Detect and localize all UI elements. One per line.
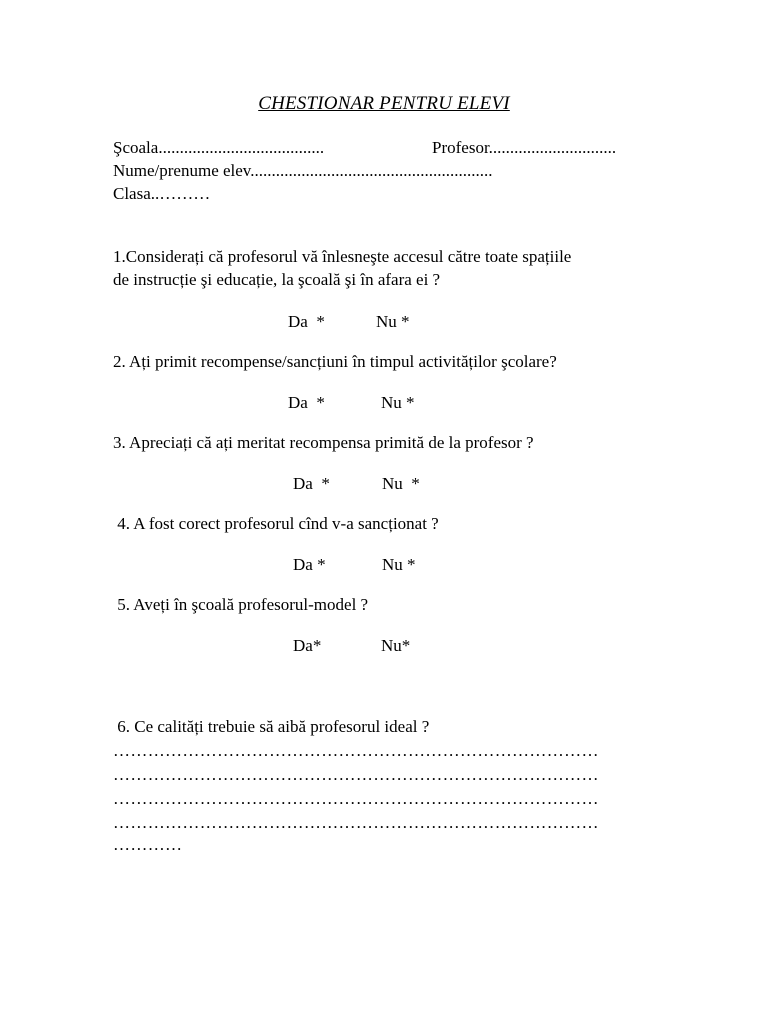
answer-blank-line: ………………………………………………………………………… [113,765,599,784]
question-2-no-option: Nu * [381,393,415,412]
question-5-no-option: Nu* [381,636,411,655]
document-title: CHESTIONAR PENTRU ELEVI [258,93,510,114]
question-1-text-continued: de instrucție şi educație, la şcoală şi în afara ei ? [113,270,441,289]
question-3-no-option: Nu * [382,474,420,493]
question-4-no-option: Nu * [382,555,416,574]
answer-blank-line: ………………………………………………………………………… [113,741,599,760]
question-5-text: 5. Aveți în şcoală profesorul-model ? [113,595,369,614]
student-name-field: Nume/prenume elev......................................................... [113,161,493,180]
question-1-no-option: Nu * [376,312,410,331]
question-4-yes-option: Da * [293,555,326,574]
class-field: Clasa..……… [113,184,211,203]
question-6-text: 6. Ce calități trebuie să aibă profesorul ideal ? [113,717,430,736]
question-3-text: 3. Apreciați că ați meritat recompensa primită de la profesor ? [113,433,534,452]
question-1-yes-option: Da * [288,312,325,331]
question-4-text: 4. A fost corect profesorul cînd v-a sancționat ? [113,514,439,533]
school-field: Şcoala....................................... [113,138,325,157]
question-2-text: 2. Ați primit recompense/sancțiuni în timpul activităților şcolare? [113,352,557,371]
answer-blank-line: ………………………………………………………………………… [113,789,599,808]
question-2-yes-option: Da * [288,393,325,412]
question-1-text: 1.Considerați că profesorul vă înlesneşte accesul către toate spațiile [113,247,572,266]
question-5-yes-option: Da* [293,636,322,655]
answer-blank-line: ………………………………………………………………………… [113,813,599,832]
teacher-field: Profesor.............................. [432,138,617,157]
question-3-yes-option: Da * [293,474,330,493]
answer-blank-line: ………… [113,835,183,854]
